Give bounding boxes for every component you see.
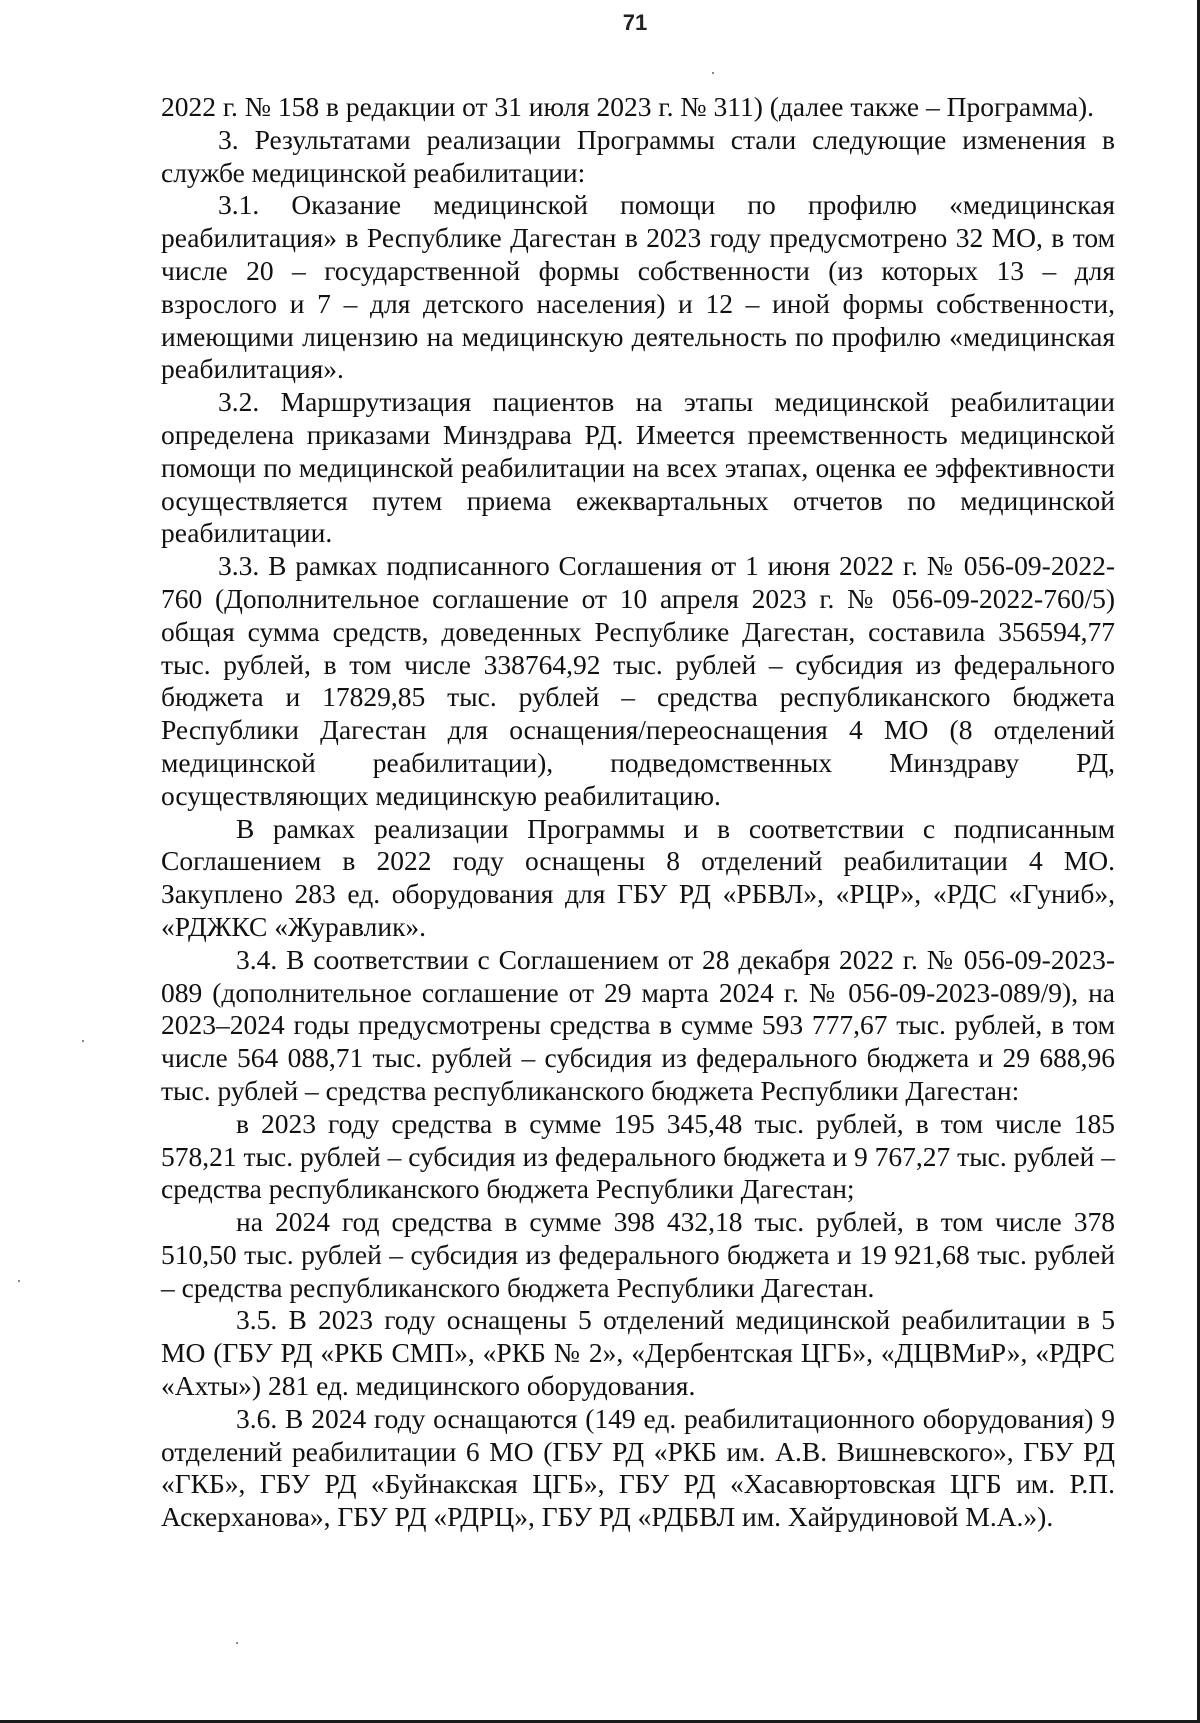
- paragraph-item-3-6: 3.6. В 2024 году оснащаются (149 ед. реабилитационного оборудования) 9 отделений реабилитации 6 МО (ГБУ РД «РКБ им. А.В. Вишневского», ГБУ РД «ГКБ», ГБУ РД «Буйнакская ЦГБ», ГБУ РД «Хасавюртовская ЦГБ им. Р.П. Аскерханова», ГБУ РД «РДРЦ», ГБУ РД «РДБВЛ им. Хайрудиновой М.А.»).: [161, 1402, 1115, 1533]
- paragraph-funding-2024: на 2024 год средства в сумме 398 432,18 тыс. рублей, в том числе 378 510,50 тыс. рублей – субсидия из федерального бюджета и 19 921,68 тыс. рублей – средства республиканского бюджета Республики Дагестан.: [161, 1206, 1115, 1303]
- paragraph-item-3-1: 3.1. Оказание медицинской помощи по профилю «медицинская реабилитация» в Республике Дагестан в 2023 году предусмотрено 32 МО, в том числе 20 – государственной формы собственности (из которых 13 – для взрослого и 7 – для детского населения) и 12 – иной формы собственности, имеющими лицензию на медицинскую деятельность по профилю «медицинская реабилитация».: [161, 189, 1115, 385]
- scan-speck: [82, 1040, 84, 1042]
- scan-speck: [236, 1642, 238, 1644]
- paragraph-continuation: 2022 г. № 158 в редакции от 31 июля 2023 г. № 311) (далее также – Программа).: [161, 91, 1095, 122]
- page-number: 71: [622, 10, 648, 35]
- paragraph-program-equipment-2022: В рамках реализации Программы и в соответствии с подписанным Соглашением в 2022 году оснащены 8 отделений реабилитации 4 МО. Закуплено 283 ед. оборудования для ГБУ РД «РБВЛ», «РЦР», «РДС «Гуниб», «РДЖКС «Журавлик».: [161, 812, 1115, 942]
- document-body: [161, 91, 1115, 1534]
- paragraph-funding-2023: в 2023 году средства в сумме 195 345,48 тыс. рублей, в том числе 185 578,21 тыс. рублей – субсидия из федерального бюджета и 9 767,27 тыс. рублей – средства республиканского бюджета Республики Дагестан;: [161, 1107, 1115, 1205]
- scan-speck: [18, 1280, 20, 1282]
- scan-speck: [712, 72, 714, 74]
- paragraph-item-3: 3. Результатами реализации Программы стали следующие изменения в службе медицинской реабилитации:: [161, 123, 1115, 188]
- paragraph-item-3-3: 3.3. В рамках подписанного Соглашения от 1 июня 2022 г. № 056-09-2022-760 (Дополнительное соглашение от 10 апреля 2023 г. № 056-09-2022-760/5) общая сумма средств, доведенных Республике Дагестан, составила 356594,77 тыс. рублей, в том числе 338764,92 тыс. рублей – субсидия из федерального бюджета и 17829,85 тыс. рублей – средства республиканского бюджета Республики Дагестан для оснащения/переоснащения 4 МО (8 отделений медицинской реабилитации), подведомственных Минздраву РД, осуществляющих медицинскую реабилитацию.: [161, 550, 1115, 811]
- paragraph-item-3-5: 3.5. В 2023 году оснащены 5 отделений медицинской реабилитации в 5 МО (ГБУ РД «РКБ СМП», «РКБ № 2», «Дербентская ЦГБ», «ДЦВМиР», «РДРС «Ахты») 281 ед. медицинского оборудования.: [161, 1304, 1115, 1402]
- paragraph-item-3-2: 3.2. Маршрутизация пациентов на этапы медицинской реабилитации определена приказами Минздрава РД. Имеется преемственность медицинской помощи по медицинской реабилитации на всех этапах, оценка ее эффективности осуществляется путем приема ежеквартальных отчетов по медицинской реабилитации.: [161, 386, 1115, 549]
- paragraph-item-3-4: 3.4. В соответствии с Соглашением от 28 декабря 2022 г. № 056-09-2023-089 (дополнительное соглашение от 29 марта 2024 г. № 056-09-2023-089/9), на 2023–2024 годы предусмотрены средства в сумме 593 777,67 тыс. рублей, в том числе 564 088,71 тыс. рублей – субсидия из федерального бюджета и 29 688,96 тыс. рублей – средства республиканского бюджета Республики Дагестан:: [161, 943, 1115, 1106]
